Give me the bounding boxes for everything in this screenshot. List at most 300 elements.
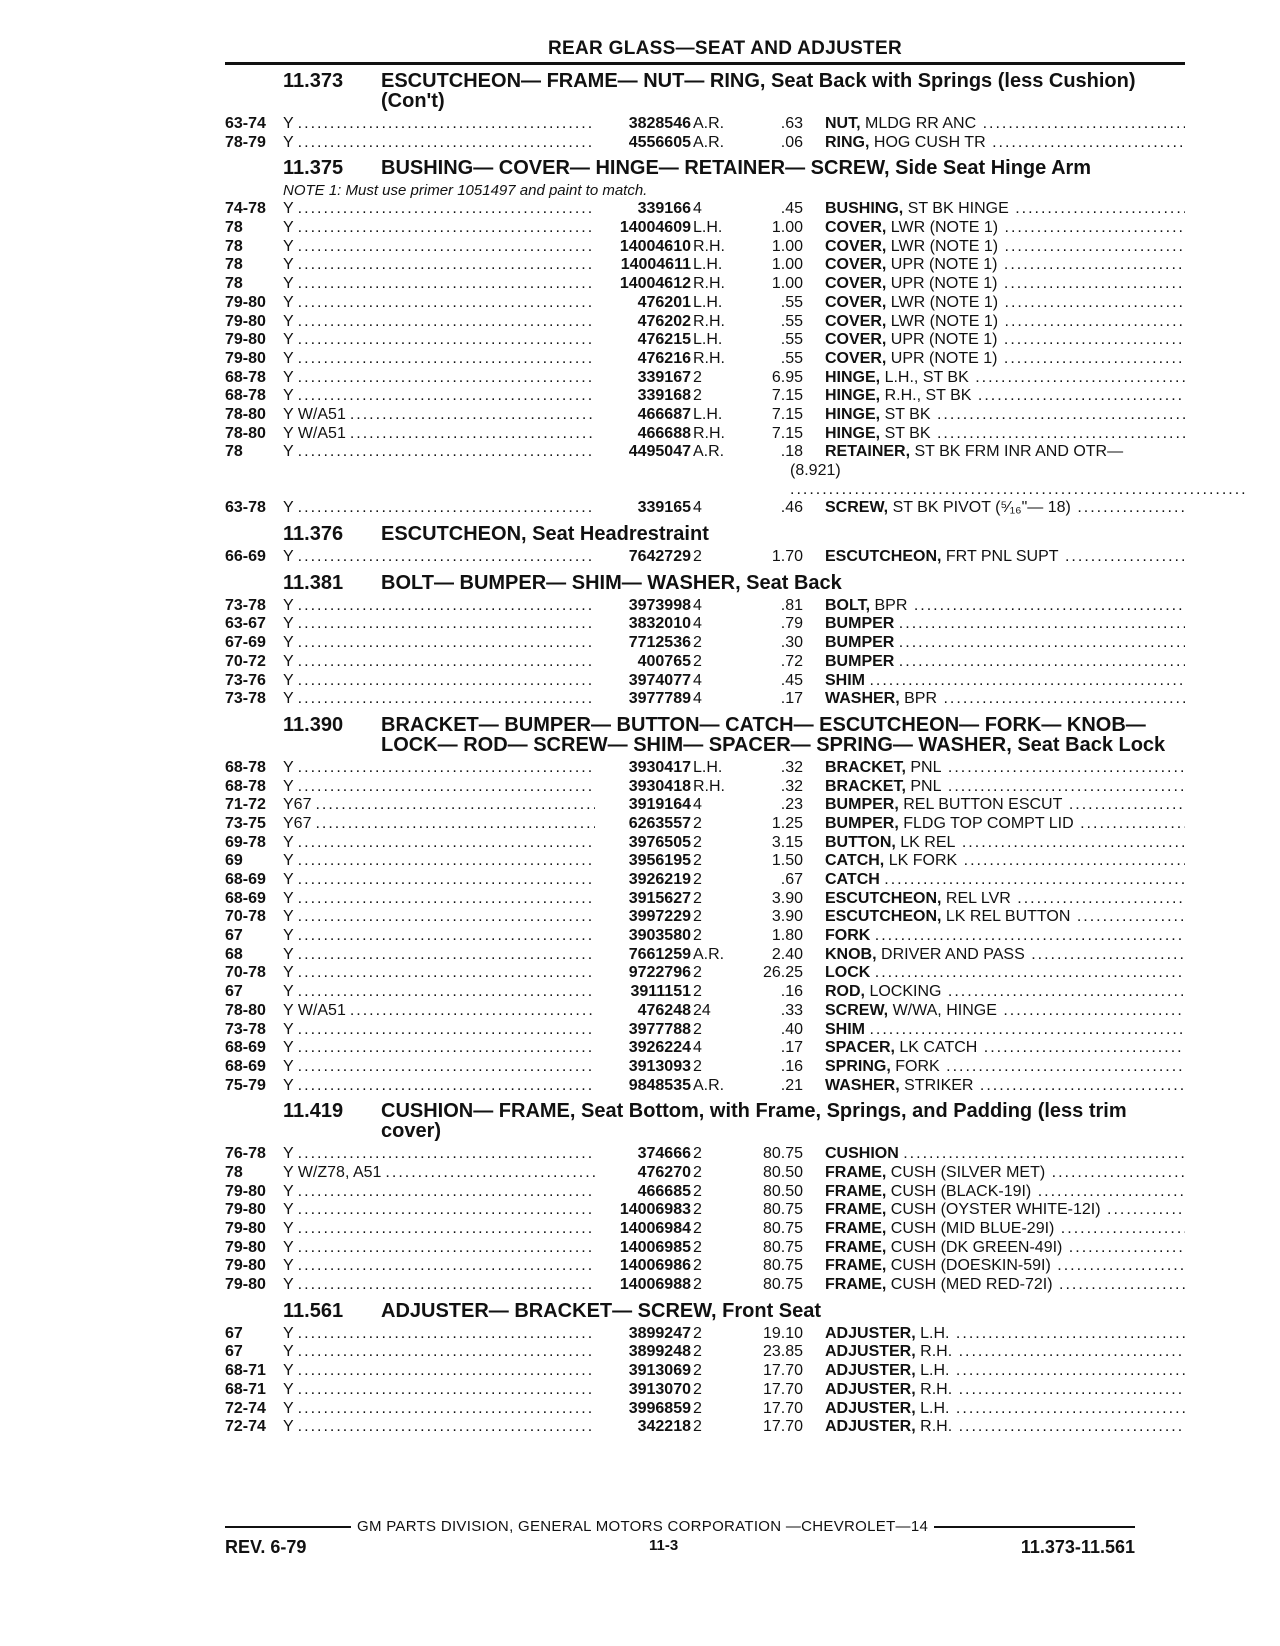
leader-dots-right [899,615,1185,632]
model-code: Y W/A51 [283,424,346,442]
quantity: 4 [693,596,702,614]
part-row [225,443,1185,462]
part-number: 14004610 [619,237,691,255]
quantity: 2 [693,964,702,982]
model-years: 73-76 [225,671,266,689]
description [825,946,1185,965]
part-number: 6263557 [628,814,691,832]
description-detail: PNL [910,758,942,776]
leader-dots-right [997,275,1185,292]
description-continuation [790,462,1185,499]
leader-dots [298,946,595,965]
leader-dots [298,134,595,153]
model-code: Y [283,596,294,614]
description-detail: LK FORK [888,852,958,870]
price: .32 [780,777,803,795]
model-years: 72-74 [225,1418,266,1436]
description [825,1418,1185,1437]
part-number: 3930418 [628,777,691,795]
leader-dots-right [997,350,1185,367]
price: 1.80 [771,927,803,945]
quantity: 2 [693,1324,702,1342]
part-number: 3977789 [628,690,691,708]
part-row [225,615,1185,634]
leader-dots-right [1059,548,1185,565]
price: 17.70 [762,1418,803,1436]
description [825,759,1185,778]
description-detail: R.H., ST BK [884,387,972,405]
leader-dots [350,1002,595,1021]
model-code: Y [283,690,294,708]
price: .40 [780,1020,803,1038]
part-row [225,890,1185,909]
part-row [225,908,1185,927]
description [825,871,1185,890]
description-keyword: CATCH [825,871,880,889]
part-number: 14004612 [619,275,691,293]
description-keyword: ADJUSTER, [825,1380,916,1398]
description-detail: UPR (NOTE 1) [890,256,998,274]
model-years: 68-69 [225,1039,266,1057]
part-row [225,815,1185,834]
leader-dots [298,759,595,778]
description-detail: LK REL BUTTON [945,908,1071,926]
description [825,597,1185,616]
price: 23.85 [762,1343,803,1361]
part-row [225,313,1185,332]
leader-dots [298,1418,595,1437]
leader-dots [298,927,595,946]
description-keyword: BUTTON, [825,833,896,851]
model-years: 79-80 [225,1276,266,1294]
quantity: 2 [693,1201,702,1219]
leader-dots-right [1070,908,1185,925]
model-code: Y [283,1238,294,1256]
part-number: 14006986 [619,1257,691,1275]
part-row [225,946,1185,965]
description [825,1145,1185,1164]
quantity: 2 [693,871,702,889]
description-detail: CUSH (OYSTER WHITE-12I) [890,1201,1101,1219]
description-keyword: HINGE, [825,405,881,423]
part-row [225,115,1185,134]
section-heading [225,1101,1185,1141]
description [825,1381,1185,1400]
model-code: Y [283,331,294,349]
part-row [225,964,1185,983]
section-title: BUSHING— COVER— HINGE— RETAINER— SCREW, Side Seat Hinge Arm [381,157,1092,180]
description-detail: CUSH (DK GREEN-49I) [890,1238,1063,1256]
quantity: 2 [693,1163,702,1181]
quantity: 2 [693,983,702,1001]
leader-dots [298,597,595,616]
model-code: Y [283,652,294,670]
description [825,134,1185,153]
price: .18 [780,443,803,461]
quantity: L.H. [693,405,723,423]
part-number: 476201 [637,293,691,311]
model-years: 70-78 [225,908,266,926]
part-row [225,1201,1185,1220]
price: 7.15 [771,387,803,405]
quantity: 2 [693,1257,702,1275]
price: .79 [780,615,803,633]
part-row [225,219,1185,238]
part-number: 3973998 [628,596,691,614]
part-row [225,1220,1185,1239]
model-code: Y [283,983,294,1001]
part-number: 3913070 [628,1380,691,1398]
price: 3.90 [771,889,803,907]
model-code: Y [283,1039,294,1057]
leader-dots [298,350,595,369]
model-years: 79-80 [225,1201,266,1219]
model-code: Y67 [283,796,312,814]
model-code: Y [283,1257,294,1275]
part-number: 3974077 [628,671,691,689]
leader-dots [298,672,595,691]
model-code: Y [283,1276,294,1294]
part-number: 14006985 [619,1238,691,1256]
description [825,1239,1185,1258]
model-code: Y [283,1076,294,1094]
leader-dots [298,1343,595,1362]
description-detail: CUSH (BLACK-19I) [890,1182,1032,1200]
description-keyword: FRAME, [825,1238,887,1256]
model-code: Y [283,1418,294,1436]
leader-dots-right [869,672,1185,689]
part-number: 7642729 [628,548,691,566]
part-number: 3899248 [628,1343,691,1361]
part-number: 339168 [637,387,691,405]
leader-dots [298,331,595,350]
part-row [225,1239,1185,1258]
description-keyword: BUMPER [825,634,895,652]
description [825,634,1185,653]
section-number: 11.376 [283,523,344,546]
leader-dots-right [997,256,1185,273]
model-years: 67-69 [225,634,266,652]
price: 7.15 [771,424,803,442]
quantity: 4 [693,615,702,633]
description-keyword: HINGE, [825,368,881,386]
part-row [225,1058,1185,1077]
model-code: Y [283,671,294,689]
section-number: 11.419 [283,1100,344,1123]
price: .55 [780,312,803,330]
quantity: L.H. [693,293,723,311]
description-keyword: ADJUSTER, [825,1418,916,1436]
leader-dots [315,796,595,815]
description [825,1058,1185,1077]
description-keyword: NUT, [825,115,861,132]
model-code: Y [283,387,294,405]
description-keyword: FRAME, [825,1201,887,1219]
quantity: 2 [693,908,702,926]
description-keyword: BUMPER [825,652,895,670]
part-row [225,927,1185,946]
part-number: 476215 [637,331,691,349]
description [825,387,1185,406]
quantity: 2 [693,814,702,832]
price: .55 [780,349,803,367]
part-number: 476216 [637,349,691,367]
model-years: 68-69 [225,1057,266,1075]
description-detail: LWR (NOTE 1) [890,219,999,237]
part-row [225,1077,1185,1096]
description-detail: BPR [904,690,938,708]
part-row [225,369,1185,388]
leader-dots [298,908,595,927]
model-years: 68-71 [225,1380,266,1398]
description-keyword: WASHER, [825,690,900,708]
part-number: 14004609 [619,219,691,237]
part-row [225,1418,1185,1437]
quantity: 4 [693,1039,702,1057]
leader-dots-right [1045,1164,1185,1181]
model-code: Y [283,1343,294,1361]
model-years: 63-78 [225,499,266,517]
quantity: R.H. [693,275,725,293]
description-detail: REL LVR [945,889,1011,907]
model-years: 75-79 [225,1076,266,1094]
leader-dots [298,778,595,797]
price: .17 [780,1039,803,1057]
leader-dots-right [941,759,1185,776]
leader-dots [298,275,595,294]
description-keyword: ADJUSTER, [825,1399,916,1417]
part-number: 3997229 [628,908,691,926]
model-code: Y [283,237,294,255]
description-detail: MLDG RR ANC [865,115,977,132]
model-code: Y [283,1145,294,1163]
model-code: Y [283,219,294,237]
part-row [225,1002,1185,1021]
quantity: R.H. [693,424,725,442]
model-years: 68-69 [225,871,266,889]
description-keyword: COVER, [825,219,887,237]
leader-dots-right [955,834,1185,851]
quantity: A.R. [693,945,725,963]
section-number: 11.373 [283,70,344,92]
description-keyword: COVER, [825,349,887,367]
leader-dots-right [899,634,1185,651]
quantity: A.R. [693,1076,725,1094]
quantity: 2 [693,1380,702,1398]
description-keyword: COVER, [825,275,887,293]
leader-dots [298,1220,595,1239]
part-number: 3996859 [628,1399,691,1417]
price: 3.90 [771,908,803,926]
model-code: Y [283,889,294,907]
description-keyword: CUSHION [825,1145,899,1163]
model-years: 78 [225,1163,243,1181]
description [825,964,1185,983]
leader-dots-right [998,294,1185,311]
leader-dots-right [998,238,1185,255]
section-title: CUSHION— FRAME, Seat Bottom, with Frame, Springs, and Padding (less trim cover) [381,1100,1127,1143]
part-number: 3903580 [628,927,691,945]
part-row [225,852,1185,871]
leader-dots [298,834,595,853]
leader-dots [298,1239,595,1258]
description [825,690,1185,709]
description [825,927,1185,946]
part-row [225,200,1185,219]
footer-rule-right [934,1526,1135,1528]
description-keyword: ESCUTCHEON, [825,548,942,566]
part-row [225,1343,1185,1362]
model-years: 76-78 [225,1145,266,1163]
footer-range: 11.373-11.561 [1020,1537,1135,1557]
price: 1.00 [771,256,803,274]
part-number: 14006984 [619,1220,691,1238]
description [825,1362,1185,1381]
part-row [225,983,1185,1002]
model-years: 70-78 [225,964,266,982]
part-number: 476270 [637,1163,691,1181]
quantity: R.H. [693,349,725,367]
description-detail: LK REL [900,833,956,851]
quantity: 2 [693,387,702,405]
model-code: Y67 [283,814,312,832]
leader-dots-right [971,387,1185,404]
description-detail: L.H. [920,1324,950,1342]
quantity: A.R. [693,115,725,132]
part-row [225,350,1185,369]
leader-dots-right [949,1400,1185,1417]
description-detail: UPR (NOTE 1) [890,275,998,293]
price: .33 [780,1001,803,1019]
model-code: Y [283,945,294,963]
quantity: A.R. [693,133,725,151]
leader-dots-right [937,690,1185,707]
description [825,238,1185,257]
model-code: Y [283,615,294,633]
leader-dots [298,871,595,890]
model-code: Y [283,1324,294,1342]
section-heading [225,524,1185,544]
model-years: 79-80 [225,331,266,349]
quantity: 2 [693,548,702,566]
leader-dots [298,369,595,388]
description-detail: STRIKER [904,1076,974,1094]
leader-dots-right [941,778,1185,795]
section-heading [225,715,1185,755]
model-years: 78 [225,275,243,293]
price: 1.00 [771,275,803,293]
leader-dots-right [973,1077,1185,1094]
leader-dots-right [869,1021,1185,1038]
footer-page-number: 11-3 [649,1537,679,1554]
description [825,615,1185,634]
model-years: 73-78 [225,690,266,708]
price: 1.50 [771,852,803,870]
leader-dots [385,1164,595,1183]
description-detail: W/WA, HINGE [892,1001,997,1019]
footer-line [225,1518,1135,1535]
description [825,1276,1185,1295]
leader-dots-right [884,871,1185,888]
part-row [225,796,1185,815]
price: 80.75 [762,1220,803,1238]
description [825,1002,1185,1021]
description-detail: LWR (NOTE 1) [890,293,999,311]
model-years: 78 [225,219,243,237]
leader-dots-right [1074,815,1185,832]
part-number: 9722796 [628,964,691,982]
description-keyword: FORK [825,927,871,945]
part-number: 14006983 [619,1201,691,1219]
description-keyword: ADJUSTER, [825,1324,916,1342]
section-title: ESCUTCHEON— FRAME— NUT— RING, Seat Back with Springs (less Cushion) (Con't) [381,70,1136,112]
model-code: Y [283,758,294,776]
model-years: 66-69 [225,548,266,566]
description [825,369,1185,388]
leader-dots-right [875,964,1185,981]
description-detail: CUSH (SILVER MET) [890,1163,1046,1181]
description-detail: L.H. [920,1399,950,1417]
price: .32 [780,758,803,776]
model-code: Y [283,1220,294,1238]
section-number: 11.375 [283,157,344,180]
description-keyword: HINGE, [825,387,881,405]
price: .17 [780,690,803,708]
part-number: 3976505 [628,833,691,851]
price: 1.70 [771,548,803,566]
leader-dots-right [1062,796,1185,813]
part-number: 466685 [637,1182,691,1200]
part-row [225,634,1185,653]
description-keyword: FRAME, [825,1257,887,1275]
quantity: L.H. [693,256,723,274]
quantity: 4 [693,690,702,708]
leader-dots-right [1009,200,1185,217]
leader-dots-right [1101,1201,1185,1218]
leader-dots [298,690,595,709]
leader-dots [298,1201,595,1220]
model-years: 78-79 [225,133,266,151]
description-detail: ST BK FRM INR AND OTR— [914,443,1124,461]
description-detail: PNL [910,777,942,795]
description [825,1201,1185,1220]
leader-dots-right [976,115,1185,132]
sections-container [225,71,1185,1437]
description-keyword: KNOB, [825,945,877,963]
price: .55 [780,293,803,311]
description [825,1343,1185,1362]
continuation-text: (8.921) [790,462,841,479]
description-detail: ST BK PIVOT (⁵⁄₁₆"— 18) [892,499,1071,517]
quantity: 2 [693,1343,702,1361]
quantity: 4 [693,796,702,814]
leader-dots-right [949,1362,1185,1379]
description-keyword: ADJUSTER, [825,1362,916,1380]
leader-dots-right [957,852,1185,869]
part-row [225,834,1185,853]
page-footer [225,1518,1135,1558]
leader-dots-right [1025,946,1185,963]
quantity: 24 [693,1001,711,1019]
description-detail: LOCKING [869,983,942,1001]
price: 1.25 [771,814,803,832]
description-keyword: COVER, [825,331,887,349]
description [825,908,1185,927]
leader-dots-right [1011,890,1185,907]
section-title: ESCUTCHEON, Seat Headrestraint [381,523,709,546]
description [825,350,1185,369]
model-years: 68-78 [225,368,266,386]
